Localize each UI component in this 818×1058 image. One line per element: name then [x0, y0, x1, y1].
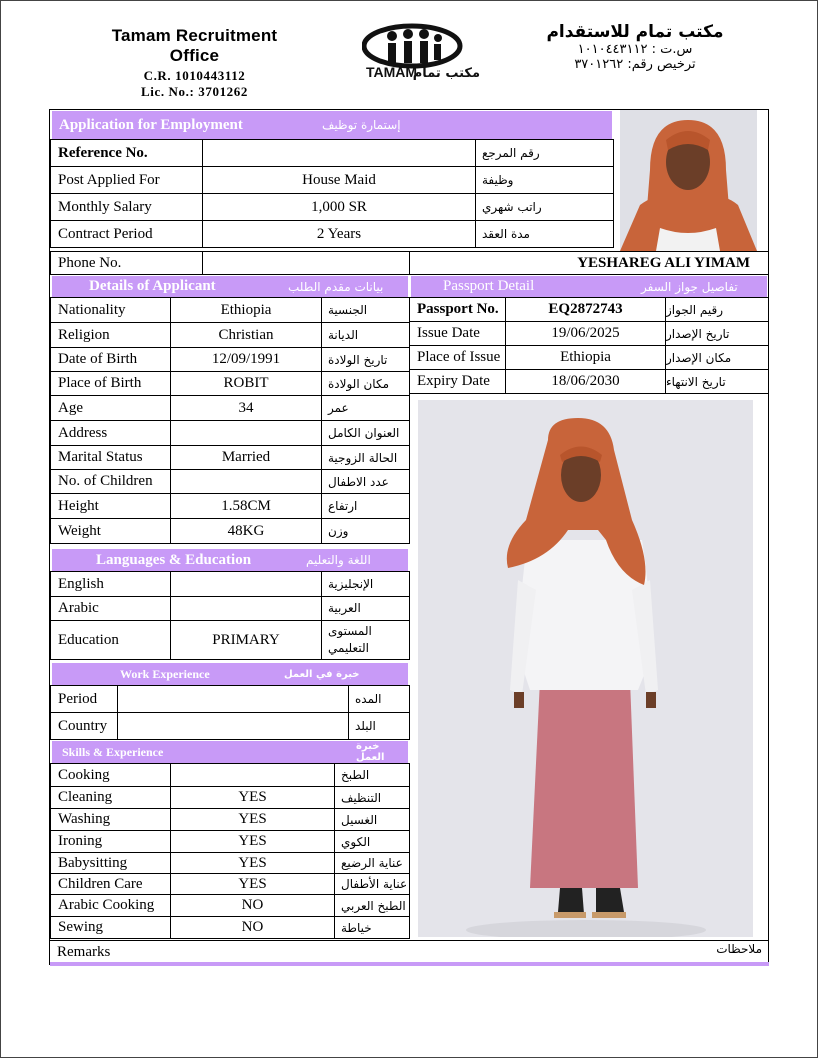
details-address-label-ar: العنوان الكامل [321, 420, 410, 446]
details-marital-status-value: Married [170, 445, 322, 470]
details-header [51, 275, 409, 298]
skills-children-care-label-ar: عناية الأطفال [334, 873, 410, 895]
application-contract-period-value: 2 Years [202, 220, 476, 248]
company-name-en: Tamam Recruitment Office [111, 26, 278, 65]
application-post-applied-for-label-ar: وظيفة [475, 166, 614, 194]
logo-text-en: TAMAM [366, 64, 418, 80]
details-no-of-children-label: No. of Children [50, 469, 171, 494]
company-name-ar: مكتب تمام للاستقدام [546, 22, 724, 42]
details-height-label-ar: ارتفاع [321, 493, 410, 519]
license-number-ar: ترخيص رقم: ٣٧٠١٢٦٢ [574, 57, 696, 72]
passport-place-of-issue-label: Place of Issue [409, 345, 506, 370]
skills-ironing-label: Ironing [50, 830, 171, 853]
passport-header [410, 275, 768, 298]
languages-english-value [170, 571, 322, 597]
skills-children-care-value: YES [170, 873, 335, 895]
work-header [51, 662, 409, 686]
work-title-en: Work Experience [120, 666, 210, 681]
passport-issue-date-label: Issue Date [409, 321, 506, 346]
details-no-of-children-label-ar: عدد الاطفال [321, 469, 410, 494]
work-country-label-ar: البلد [348, 712, 410, 740]
details-religion-label-ar: الديانة [321, 322, 410, 348]
skills-sewing-label-ar: خياطة [334, 916, 410, 939]
passport-place-of-issue-value: Ethiopia [505, 345, 666, 370]
company-header-ar [520, 22, 750, 72]
details-age-label-ar: عمر [321, 395, 410, 421]
skills-babysitting-value: YES [170, 852, 335, 874]
details-nationality-label: Nationality [50, 297, 171, 323]
details-address-value [170, 420, 322, 446]
details-place-of-birth-label-ar: مكان الولادة [321, 371, 410, 396]
skills-cleaning-label-ar: التنظيف [334, 786, 410, 809]
work-period-value [117, 685, 349, 713]
application-monthly-salary-value: 1,000 SR [202, 193, 476, 221]
skills-arabic-cooking-label: Arabic Cooking [50, 894, 171, 917]
company-header-en [92, 26, 297, 100]
skills-cleaning-label: Cleaning [50, 786, 171, 809]
application-post-applied-for-value: House Maid [202, 166, 476, 194]
passport-title-en: Passport Detail [443, 278, 535, 294]
application-post-applied-for-label: Post Applied For [50, 166, 203, 194]
work-period-label-ar: المده [348, 685, 410, 713]
details-no-of-children-value [170, 469, 322, 494]
skills-babysitting-label: Babysitting [50, 852, 171, 874]
details-age-value: 34 [170, 395, 322, 421]
languages-title-en: Languages & Education [96, 551, 252, 568]
application-monthly-salary-label: Monthly Salary [50, 193, 203, 221]
passport-expiry-date-label: Expiry Date [409, 369, 506, 394]
passport-passport-no-label-ar: رقيم الجواز [665, 297, 769, 322]
passport-expiry-date-value: 18/06/2030 [505, 369, 666, 394]
details-religion-label: Religion [50, 322, 171, 348]
languages-arabic-label: Arabic [50, 596, 171, 621]
passport-issue-date-value: 19/06/2025 [505, 321, 666, 346]
details-religion-value: Christian [170, 322, 322, 348]
languages-english-label: English [50, 571, 171, 597]
application-reference-no-label: Reference No. [50, 139, 203, 167]
applicant-name: YESHAREG ALI YIMAM [409, 251, 769, 275]
details-weight-label: Weight [50, 518, 171, 544]
details-date-of-birth-label: Date of Birth [50, 347, 171, 372]
details-date-of-birth-value: 12/09/1991 [170, 347, 322, 372]
passport-place-of-issue-label-ar: مكان الإصدار [665, 345, 769, 370]
passport-title-ar: تفاصيل جواز السفر [641, 279, 738, 294]
application-reference-no-value [202, 139, 476, 167]
license-number-en: Lic. No.: 3701262 [141, 84, 248, 99]
remarks-label-ar: ملاحظات [716, 942, 762, 956]
cr-number-ar: س.ت : ١٠١٠٤٤٣١١٢ [577, 42, 693, 57]
details-weight-label-ar: وزن [321, 518, 410, 544]
skills-title-en: Skills & Experience [62, 744, 164, 759]
details-nationality-value: Ethiopia [170, 297, 322, 323]
passport-passport-no-value: EQ2872743 [505, 297, 666, 322]
passport-issue-date-label-ar: تاريخ الإصدار [665, 321, 769, 346]
skills-title-ar: خبرة العمل [356, 741, 385, 763]
application-monthly-salary-label-ar: راتب شهري [475, 193, 614, 221]
languages-education-value: PRIMARY [170, 620, 322, 660]
work-period-label: Period [50, 685, 118, 713]
skills-washing-label: Washing [50, 808, 171, 831]
details-title-ar: بيانات مقدم الطلب [288, 279, 384, 294]
skills-arabic-cooking-value: NO [170, 894, 335, 917]
application-contract-period-label-ar: مدة العقد [475, 220, 614, 248]
skills-babysitting-label-ar: عناية الرضيع [334, 852, 410, 874]
application-title-ar: إستمارة توظيف [322, 118, 401, 132]
cr-number-en: C.R. 1010443112 [143, 68, 246, 83]
skills-header [51, 740, 409, 764]
work-country-label: Country [50, 712, 118, 740]
skills-children-care-label: Children Care [50, 873, 171, 895]
application-contract-period-label: Contract Period [50, 220, 203, 248]
details-address-label: Address [50, 420, 171, 446]
languages-title-ar: اللغة والتعليم [306, 553, 371, 567]
details-height-value: 1.58CM [170, 493, 322, 519]
skills-washing-label-ar: الغسيل [334, 808, 410, 831]
languages-header [51, 548, 409, 572]
languages-education-label: Education [50, 620, 171, 660]
logo-text-ar: مكتب تمام [412, 66, 480, 80]
passport-passport-no-label: Passport No. [409, 297, 506, 322]
application-reference-no-label-ar: رقم المرجع [475, 139, 614, 167]
skills-washing-value: YES [170, 808, 335, 831]
details-marital-status-label: Marital Status [50, 445, 171, 470]
languages-arabic-label-ar: العربية [321, 596, 410, 621]
skills-cooking-label: Cooking [50, 763, 171, 787]
phone-value [202, 251, 410, 275]
details-height-label: Height [50, 493, 171, 519]
details-date-of-birth-label-ar: تاريخ الولادة [321, 347, 410, 372]
details-place-of-birth-value: ROBIT [170, 371, 322, 396]
company-logo [362, 22, 484, 80]
applicant-portrait-photo [620, 110, 757, 251]
passport-expiry-date-label-ar: تاريخ الانتهاء [665, 369, 769, 394]
skills-ironing-label-ar: الكوي [334, 830, 410, 853]
applicant-full-body-photo [418, 400, 753, 937]
application-title-en: Application for Employment [59, 116, 243, 133]
languages-arabic-value [170, 596, 322, 621]
remarks-bottom-bar [50, 962, 769, 966]
skills-ironing-value: YES [170, 830, 335, 853]
skills-cooking-label-ar: الطبخ [334, 763, 410, 787]
languages-education-label-ar: المستوى التعليمي [321, 620, 410, 660]
skills-cleaning-value: YES [170, 786, 335, 809]
remarks-label: Remarks [50, 940, 769, 963]
skills-sewing-label: Sewing [50, 916, 171, 939]
details-marital-status-label-ar: الحالة الزوجية [321, 445, 410, 470]
skills-arabic-cooking-label-ar: الطبخ العربي [334, 894, 410, 917]
details-weight-value: 48KG [170, 518, 322, 544]
work-title-ar: خبرة في العمل [284, 668, 360, 680]
application-header [51, 110, 613, 140]
details-title-en: Details of Applicant [89, 278, 216, 294]
work-country-value [117, 712, 349, 740]
details-place-of-birth-label: Place of Birth [50, 371, 171, 396]
languages-english-label-ar: الإنجليزية [321, 571, 410, 597]
details-nationality-label-ar: الجنسية [321, 297, 410, 323]
skills-cooking-value [170, 763, 335, 787]
phone-label: Phone No. [50, 251, 203, 275]
skills-sewing-value: NO [170, 916, 335, 939]
details-age-label: Age [50, 395, 171, 421]
